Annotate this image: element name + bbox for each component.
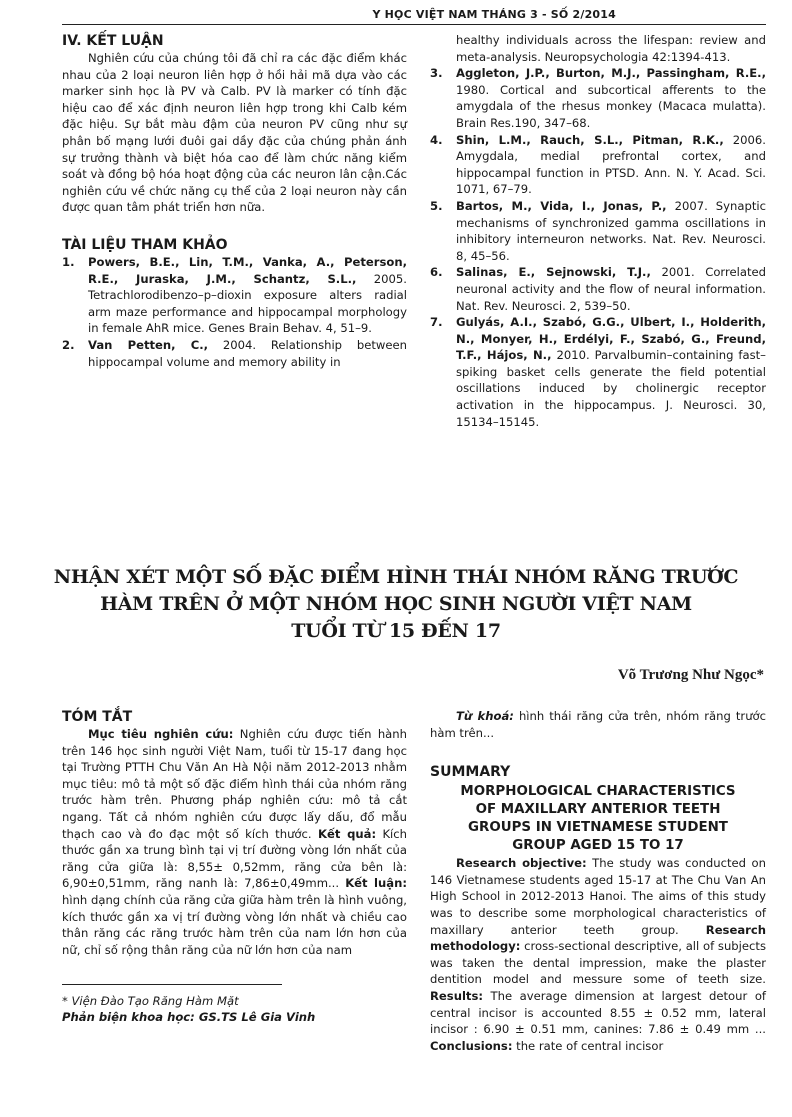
references-heading: TÀI LIỆU THAM KHẢO (62, 236, 228, 253)
summary-text: Research objective: The study was conducted on 146 Vietnamese students aged 15-17 at The Chu Van An High School in 2012-2013 Hanoi. The aims of this study was to describe some morphological characteristics of maxillary anterior teeth group. Research methodology: cross-sectional descriptive, all of subjects was taken the dental impression, make the plaster dentition model and messure some of teeth size. Results: The average dimension at largest detour of central incisor is accounted 8.55 ± 0.52 mm, lateral incisor : 6.90 ± 0.51 mm, canines: 7.86 ± 0.49 mm ... Conclusions: the rate of central incisor (430, 856, 766, 1053)
reference-authors: Salinas, E., Sejnowski, T.J., (456, 265, 651, 280)
running-title: Y HỌC VIỆT NAM THÁNG 3 - SỐ 2/2014 (372, 8, 616, 21)
reference-item: 7. Gulyás, A.I., Szabó, G.G., Ulbert, I., Holderith, N., Monyer, H., Erdélyi, F., Szabó, G., Freund, T.F., Hájos, N., 2010. Parvalbumin–containing fast–spiking basket cells generate the field potential oscillations induced by cholinergic receptor activation in the hippocampus. J. Neurosci. 30, 15134–15145. (430, 315, 766, 429)
article-title: NHẬN XÉT MỘT SỐ ĐẶC ĐIỂM HÌNH THÁI NHÓM RĂNG TRƯỚC HÀM TRÊN Ở MỘT NHÓM HỌC SINH NGƯỜI VIỆT NAM TUỔI TỪ 15 ĐẾN 17 (53, 566, 739, 642)
reference-continuation: healthy individuals across the lifespan: review and meta-analysis. Neuropsychologia 42:1394-413. (456, 33, 766, 64)
right-column-bottom (430, 708, 766, 1054)
reference-item: 6. Salinas, E., Sejnowski, T.J., 2001. Correlated neuronal activity and the flow of neural information. Nat. Rev. Neurosci. 2, 539–50. (430, 265, 766, 313)
conclusion-heading: IV. KẾT LUẬN (62, 33, 164, 49)
abstract-text: Mục tiêu nghiên cứu: Nghiên cứu được tiến hành trên 146 học sinh người Việt Nam, tuổi từ 15-17 đang học tại Trường PTTH Chu Văn An Hà Nội năm 2012-2013 nhằm mục tiêu: mô tả một số đặc điểm hình thái của nhóm răng trước hàm trên. Phương pháp nghiên cứu: mô tả cắt ngang. Tất cả nhóm nghiên cứu được lấy dấu, đổ mẫu thạch cao và đo đạc một số kích thước. Kết quả: Kích thước gần xa trung bình tại vị trí đường vòng lớn nhất của răng cửa giữa là: 8,55± 0,52mm, răng cửa bên là: 6,90±0,51mm, răng nanh là: 7,86±0,49mm... Kết luận: hình dạng chính của răng cửa giữa hàm trên là hình vuông, kích thước gần xa vị trí đường vòng lớn nhất và chiều cao thân răng các răng trước hàm trên của nam lớn hơn của nữ, chỉ số rộng thân răng của nữ lớn hơn của nam (62, 727, 408, 957)
running-header (62, 8, 766, 25)
left-column-top (62, 32, 407, 370)
reference-item: 3. Aggleton, J.P., Burton, M.J., Passingham, R.E., 1980. Cortical and subcortical afferents to the amygdala of the rhesus monkey (Macaca mulatta). Brain Res.190, 347–68. (430, 66, 766, 130)
conclusion-text: Nghiên cứu của chúng tôi đã chỉ ra các đặc điểm khác nhau của 2 loại neuron liên hợp ở hồi hải mã dựa vào các marker sinh học là PV và Calb. PV là marker có tính đặc hiệu cao để xác định neuron liên hợp trong khi Calb kém đặc hiệu. Sự bắt màu đậm của neuron PV cũng như sự phân bố mạng lưới đuôi gai dầy đặc của chúng phản ánh sự trưởng thành và biệt hóa cao để làm chức năng kiểm soát và đồng bộ hóa hoạt động của các neuron lân cận.Các nghiên cứu về chức năng cụ thể của 2 loại neuron này cần được quan tâm phát triển hơn nữa. (62, 51, 407, 215)
summary-heading: SUMMARY (430, 764, 511, 781)
reference-item: 2. Van Petten, C., 2004. Relationship between hippocampal volume and memory ability in (62, 337, 407, 369)
reference-authors: Gulyás, A.I., Szabó, G.G., Ulbert, I., Holderith, N., Monyer, H., Erdélyi, F., Szabó, G., Freund, T.F., Hájos, N., (456, 315, 766, 363)
left-column-bottom (62, 708, 407, 1025)
abstract-heading: TÓM TẮT (62, 709, 133, 725)
reference-authors: Shin, L.M., Rauch, S.L., Pitman, R.K., (456, 132, 724, 147)
footnote-divider (62, 984, 282, 985)
keywords: Từ khoá: hình thái răng cửa trên, nhóm răng trước hàm trên... (430, 709, 767, 740)
reference-authors: Powers, B.E., Lin, T.M., Vanka, A., Peterson, R.E., Juraska, J.M., Schantz, S.L., (88, 254, 407, 286)
footnote-reviewer: Phản biện khoa học: GS.TS Lê Gia Vinh (62, 1010, 316, 1025)
reference-item: 4. Shin, L.M., Rauch, S.L., Pitman, R.K., 2006. Amygdala, medial prefrontal cortex, and hippocampal function in PTSD. Ann. N. Y. Acad. Sci. 1071, 67–79. (430, 132, 766, 197)
summary-title: MORPHOLOGICAL CHARACTERISTICS OF MAXILLARY ANTERIOR TEETH GROUPS IN VIETNAMESE STUDENT GROUP AGED 15 TO 17 (460, 784, 736, 854)
reference-item: 5. Bartos, M., Vida, I., Jonas, P., 2007. Synaptic mechanisms of synchronized gamma oscillations in inhibitory interneuron networks. Nat. Rev. Neurosci. 8, 45–56. (430, 198, 766, 263)
article-author: Võ Trương Như Ngọc* (617, 667, 764, 683)
reference-item: 1. Powers, B.E., Lin, T.M., Vanka, A., Peterson, R.E., Juraska, J.M., Schantz, S.L., 2005. Tetrachlorodibenzo–p–dioxin exposure alters radial arm maze performance and hippocampal morphology in female AhR mice. Genes Brain Behav. 4, 51–9. (62, 254, 407, 336)
right-column-top (430, 32, 766, 430)
reference-authors: Van Petten, C., (88, 337, 209, 352)
reference-authors: Bartos, M., Vida, I., Jonas, P., (456, 198, 667, 213)
reference-authors: Aggleton, J.P., Burton, M.J., Passingham, R.E., (456, 66, 766, 81)
footnote-affiliation: * Viện Đào Tạo Răng Hàm Mặt (62, 994, 239, 1009)
